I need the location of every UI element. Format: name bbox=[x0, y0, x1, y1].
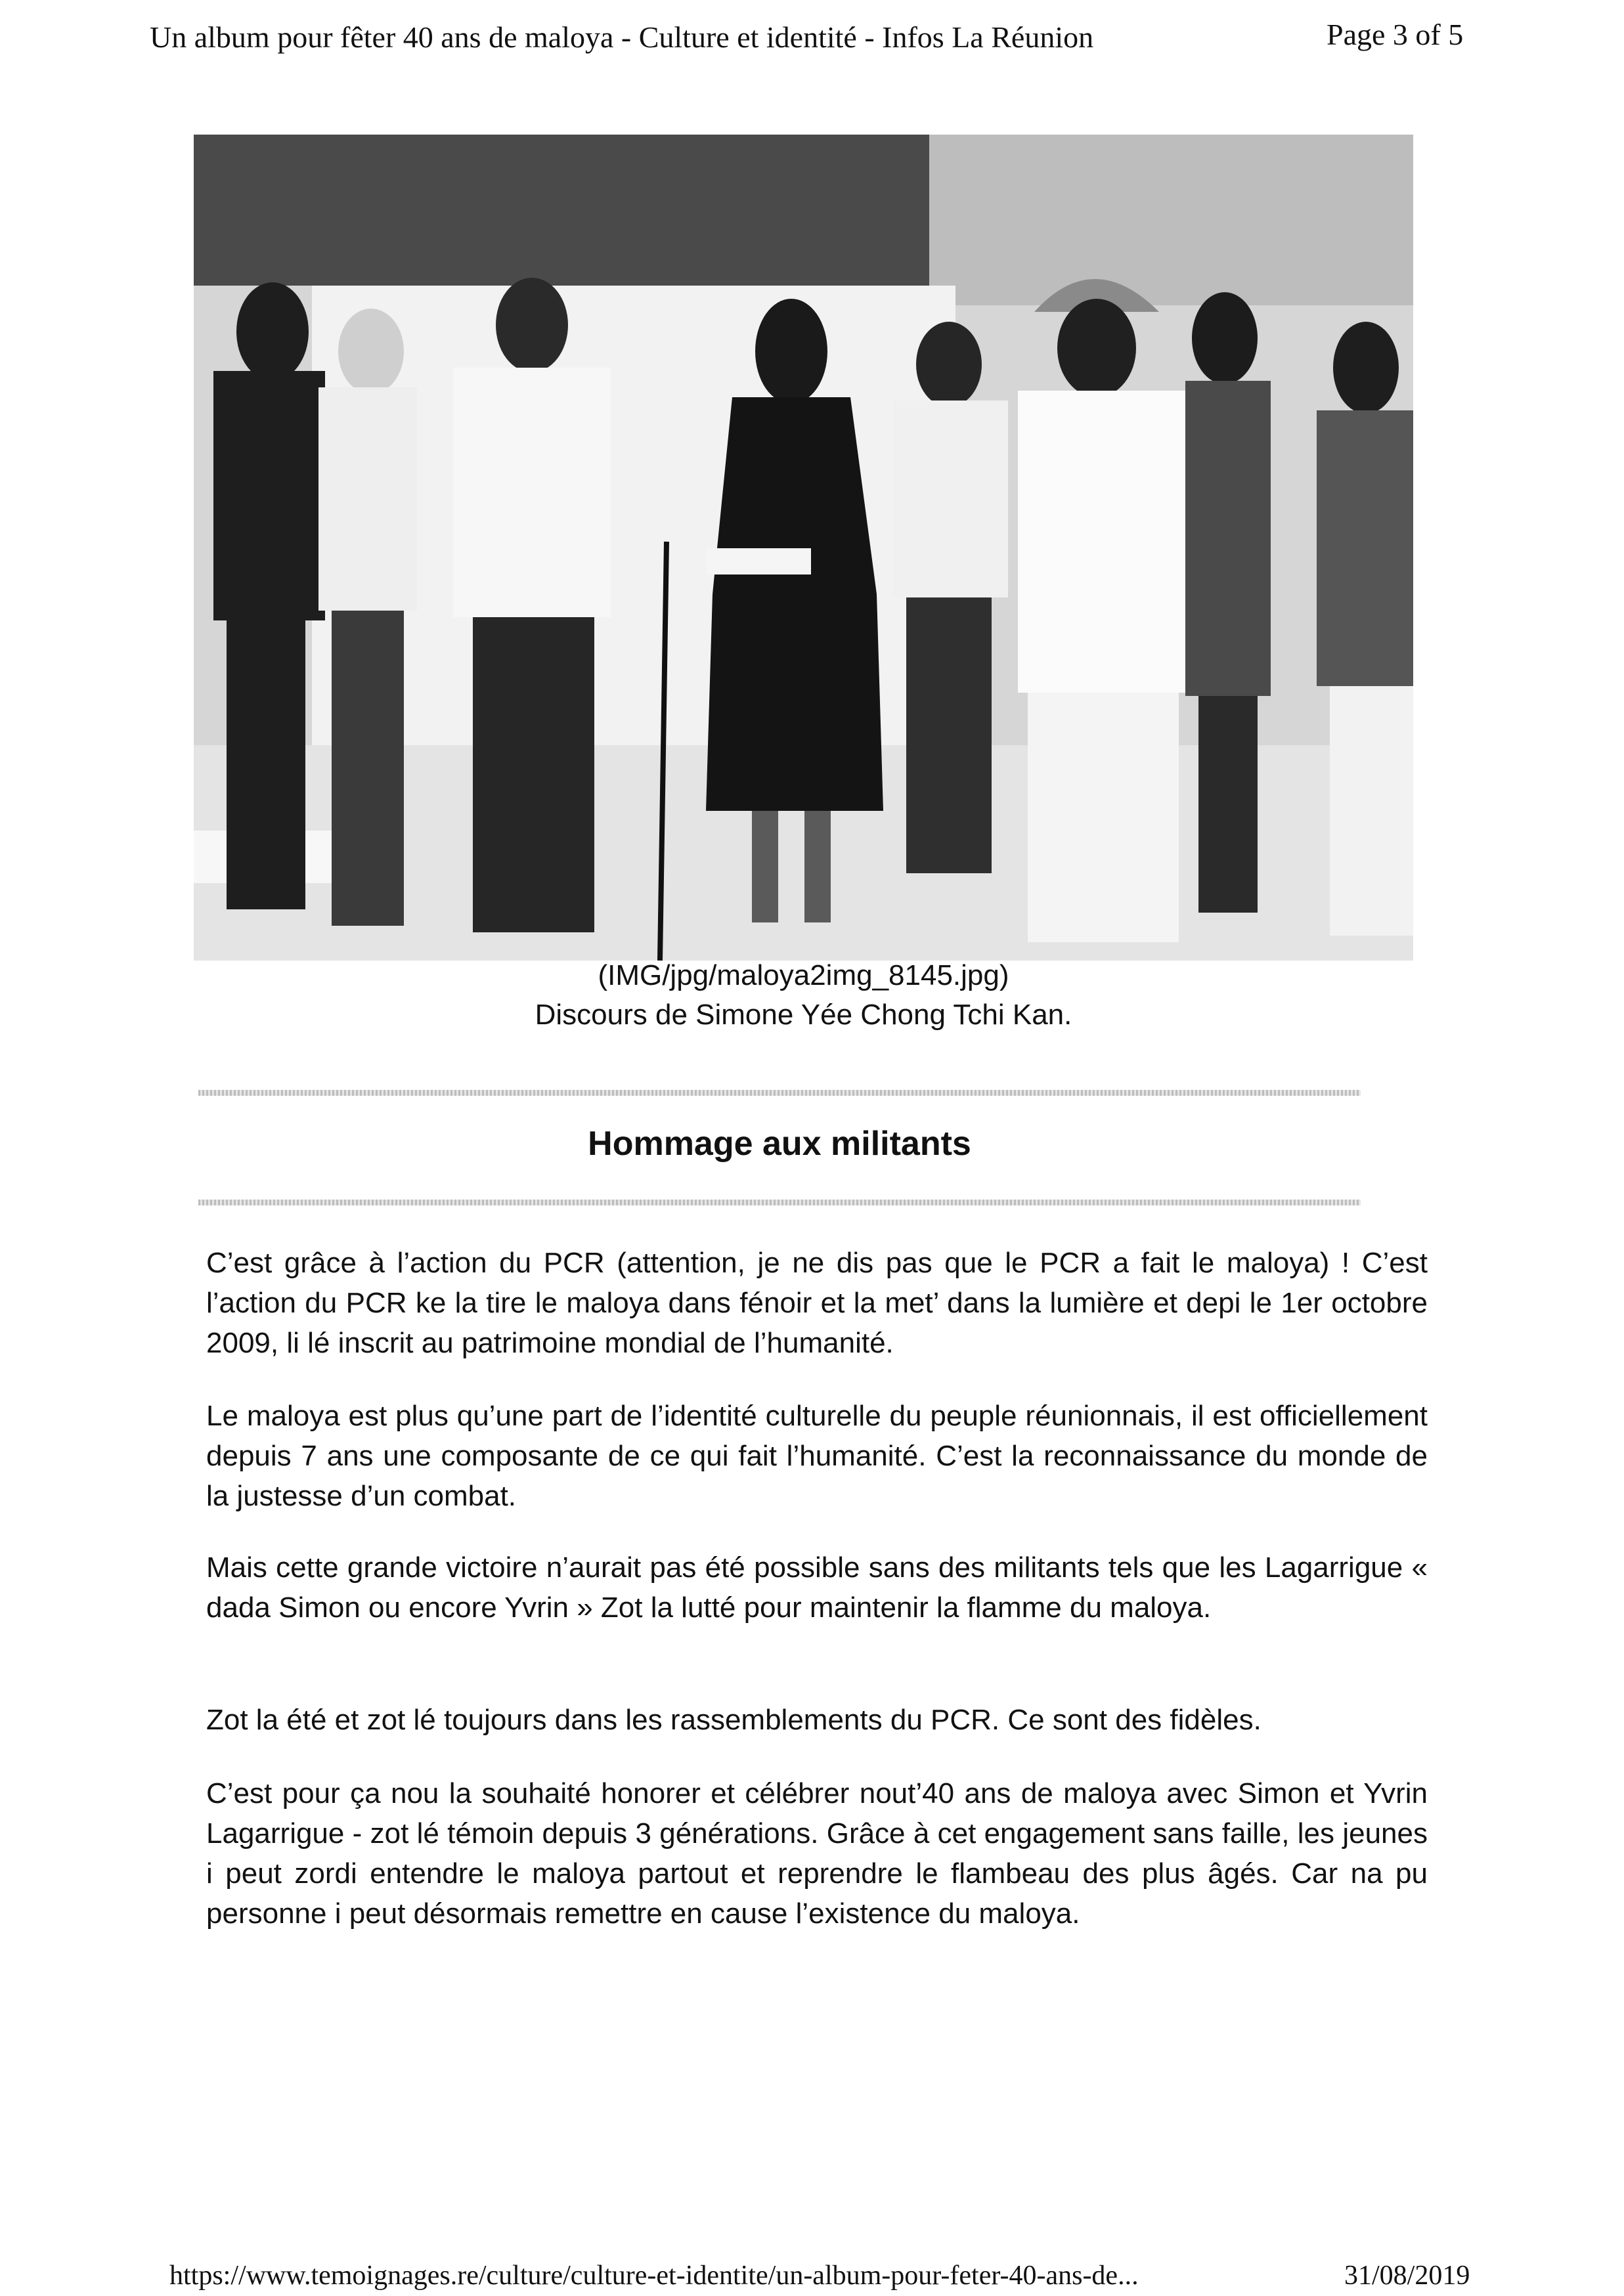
article-paragraph: Zot la été et zot lé toujours dans les rassemblements du PCR. Ce sont des fidèles. bbox=[206, 1704, 1262, 1736]
photo-caption-file: (IMG/jpg/maloya2img_8145.jpg) bbox=[598, 959, 1009, 991]
section-divider-top bbox=[198, 1090, 1361, 1096]
article-paragraph: C’est pour ça nou la souhaité honorer et célébrer nout’40 ans de maloya avec Simon et Yvrin Lagarrigue - zot lé témoin depuis 3 générations. Grâce à cet engagement sans faille, les jeunes i peut zordi entendre le maloya partout et reprendre le flambeau des plus âgés. Car na pu personne i peut désormais remettre en cause l’existence du maloya. bbox=[206, 1777, 1428, 1930]
photo-caption-text: Discours de Simone Yée Chong Tchi Kan. bbox=[535, 999, 1072, 1031]
page-number: Page 3 of 5 bbox=[1327, 18, 1464, 51]
article-paragraph: C’est grâce à l’action du PCR (attention, je ne dis pas que le PCR a fait le maloya) ! C’est l’action du PCR ke la tire le maloya dans fénoir et la met’ dans la lumière et depi le 1er octobre 2009, li lé inscrit au patrimoine mondial de l’humanité. bbox=[206, 1247, 1428, 1359]
footer-url: https://www.temoignages.re/culture/culture-et-identite/un-album-pour-feter-40-ans-de... bbox=[169, 2261, 1139, 2291]
article-paragraph: Le maloya est plus qu’une part de l’identité culturelle du peuple réunionnais, il est officiellement depuis 7 ans une composante de ce qui fait l’humanité. C’est la reconnaissance du monde de la justesse d’un combat. bbox=[206, 1400, 1428, 1512]
section-divider-bottom bbox=[198, 1200, 1361, 1205]
footer-date: 31/08/2019 bbox=[1344, 2261, 1470, 2291]
article-photo bbox=[194, 135, 1413, 961]
section-title: Hommage aux militants bbox=[588, 1125, 971, 1163]
page-header-title: Un album pour fêter 40 ans de maloya - Culture et identité - Infos La Réunion bbox=[150, 20, 1094, 54]
article-paragraph: Mais cette grande victoire n’aurait pas été possible sans des militants tels que les Lagarrigue « dada Simon ou encore Yvrin » Zot la lutté pour maintenir la flamme du maloya. bbox=[206, 1551, 1428, 1624]
